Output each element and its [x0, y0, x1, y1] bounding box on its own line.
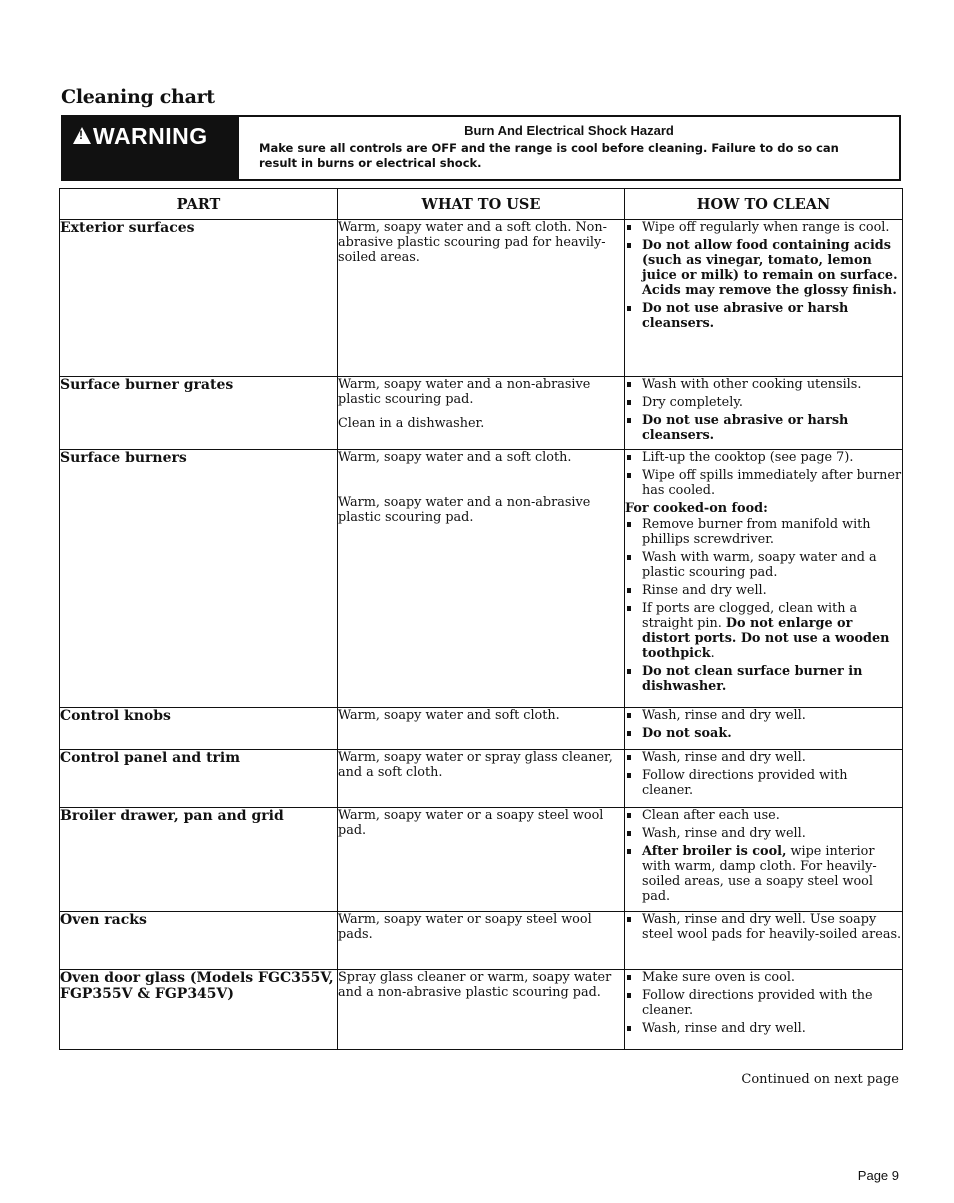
list-item: Do not allow food containing acids (such as vinegar, tomato, lemon juice or milk) to remain on surface. Acids may remove the glossy finish. — [625, 238, 902, 298]
warning-body: Make sure all controls are OFF and the range is cool before cleaning. Failure to do so can result in burns or electrical shock. — [259, 141, 839, 170]
list-item: If ports are clogged, clean with a straight pin. Do not enlarge or distort ports. Do not use a wooden toothpick. — [625, 601, 902, 661]
use-text: Warm, soapy water or spray glass cleaner, and a soft cloth. — [338, 750, 613, 780]
use-text: Warm, soapy water and a soft cloth. — [338, 450, 572, 465]
list-item: Wash with warm, soapy water and a plastic scouring pad. — [625, 550, 902, 580]
table-row — [60, 912, 903, 970]
how-to-clean-cell — [625, 450, 903, 708]
part-cell: Surface burner grates — [60, 377, 338, 450]
use-text: Warm, soapy water and a non-abrasive plastic scouring pad. — [338, 377, 591, 407]
list-item: Clean after each use. — [625, 808, 902, 823]
what-to-use-cell — [338, 377, 625, 450]
list-item: After broiler is cool, wipe interior with warm, damp cloth. For heavily-soiled areas, use a soapy steel wool pad. — [625, 844, 902, 904]
how-to-clean-cell — [625, 708, 903, 750]
list-item: Do not soak. — [625, 726, 902, 741]
part-cell: Control knobs — [60, 708, 338, 750]
cooked-on-food-subheading: For cooked-on food: — [625, 501, 768, 516]
use-text: Warm, soapy water or a soapy steel wool pad. — [338, 808, 604, 838]
list-item: Wash, rinse and dry well. — [625, 708, 902, 723]
list-item: Rinse and dry well. — [625, 583, 902, 598]
page-number: Page 9 — [857, 1168, 899, 1183]
table-row — [60, 808, 903, 912]
header-how-to-clean: HOW TO CLEAN — [625, 189, 903, 220]
table-row — [60, 970, 903, 1050]
list-item: Dry completely. — [625, 395, 902, 410]
list-item: Wash, rinse and dry well. — [625, 750, 902, 765]
how-to-clean-cell — [625, 377, 903, 450]
warning-badge — [63, 117, 239, 179]
what-to-use-cell — [338, 220, 625, 377]
list-item: Wash, rinse and dry well. — [625, 1021, 902, 1036]
warning-label-wrap — [73, 123, 208, 150]
cleaning-chart-table — [59, 188, 903, 1050]
what-to-use-cell — [338, 750, 625, 808]
use-text: Warm, soapy water and soft cloth. — [338, 708, 560, 723]
table-header-row — [60, 189, 903, 220]
list-item: Wipe off spills immediately after burner has cooled. — [625, 468, 902, 498]
what-to-use-cell — [338, 808, 625, 912]
table-row — [60, 450, 903, 708]
part-cell: Oven racks — [60, 912, 338, 970]
table-row — [60, 708, 903, 750]
table-row — [60, 750, 903, 808]
list-item: Do not use abrasive or harsh cleansers. — [625, 413, 902, 443]
warning-heading: Burn And Electrical Shock Hazard — [464, 123, 674, 138]
warning-label: WARNING — [93, 123, 208, 149]
list-item: Remove burner from manifold with phillips screwdriver. — [625, 517, 902, 547]
list-item: Do not use abrasive or harsh cleansers. — [625, 301, 902, 331]
part-cell: Broiler drawer, pan and grid — [60, 808, 338, 912]
use-text: Spray glass cleaner or warm, soapy water and a non-abrasive plastic scouring pad. — [338, 970, 612, 1000]
what-to-use-cell — [338, 970, 625, 1050]
use-text: Warm, soapy water and a soft cloth. Non-abrasive plastic scouring pad for heavily-soiled areas. — [338, 220, 607, 265]
how-to-clean-cell — [625, 912, 903, 970]
list-item: Lift-up the cooktop (see page 7). — [625, 450, 902, 465]
use-text: Warm, soapy water or soapy steel wool pads. — [338, 912, 592, 942]
part-cell: Surface burners — [60, 450, 338, 708]
how-to-clean-cell — [625, 970, 903, 1050]
table-row — [60, 220, 903, 377]
list-item: Wash, rinse and dry well. Use soapy steel wool pads for heavily-soiled areas. — [625, 912, 902, 942]
list-item: Wash, rinse and dry well. — [625, 826, 902, 841]
list-item: Follow directions provided with the cleaner. — [625, 988, 902, 1018]
page-title: Cleaning chart — [61, 86, 215, 108]
warning-box — [61, 115, 901, 181]
list-item: Follow directions provided with cleaner. — [625, 768, 902, 798]
what-to-use-cell — [338, 450, 625, 708]
what-to-use-cell — [338, 708, 625, 750]
list-item: Do not clean surface burner in dishwasher. — [625, 664, 902, 694]
warning-triangle-icon — [73, 127, 91, 144]
table-row — [60, 377, 903, 450]
how-to-clean-cell — [625, 220, 903, 377]
continued-note: Continued on next page — [741, 1072, 899, 1087]
list-item: Wash with other cooking utensils. — [625, 377, 902, 392]
part-cell: Oven door glass (Models FGC355V, FGP355V & FGP345V) — [60, 970, 338, 1050]
header-part: PART — [60, 189, 338, 220]
list-item: Wipe off regularly when range is cool. — [625, 220, 902, 235]
part-cell: Control panel and trim — [60, 750, 338, 808]
list-item: Make sure oven is cool. — [625, 970, 902, 985]
how-to-clean-cell — [625, 750, 903, 808]
use-text: Clean in a dishwasher. — [338, 416, 485, 431]
how-to-clean-cell — [625, 808, 903, 912]
part-cell: Exterior surfaces — [60, 220, 338, 377]
what-to-use-cell — [338, 912, 625, 970]
header-what-to-use: WHAT TO USE — [338, 189, 625, 220]
use-text: Warm, soapy water and a non-abrasive plastic scouring pad. — [338, 495, 591, 525]
